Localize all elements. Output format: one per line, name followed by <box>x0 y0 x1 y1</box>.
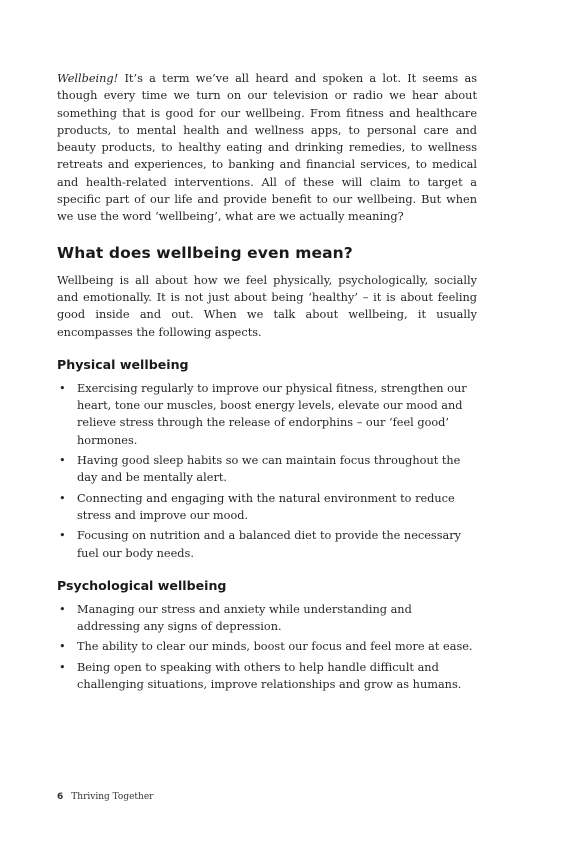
list-item: • Connecting and engaging with the natural environment to reduce stress and improve our mood. <box>59 491 455 522</box>
page-number: 6 <box>57 792 64 802</box>
list-item: • Having good sleep habits so we can maintain focus throughout the day and be mentally alert. <box>59 454 461 485</box>
bullet-icon: • <box>59 640 66 654</box>
section-paragraph: Wellbeing is all about how we feel physically, psychologically, socially and emotionally. It is not just about being ‘healthy’ – it is about feeling good inside and out. When we talk about wellbeing, it usually encompasses the following aspects. <box>57 273 477 339</box>
bullet-icon: • <box>59 491 66 505</box>
section-heading: What does wellbeing even mean? <box>57 243 353 262</box>
list-item: • Managing our stress and anxiety while understanding and addressing any signs of depression. <box>59 602 412 634</box>
intro-paragraph <box>57 70 477 226</box>
book-title: Thriving Together <box>71 792 154 802</box>
bullet-icon: • <box>59 381 66 395</box>
list-item: • Focusing on nutrition and a balanced diet to provide the necessary fuel our body needs. <box>59 529 462 560</box>
list-item: • The ability to clear our minds, boost our focus and feel more at ease. <box>57 638 477 655</box>
psychological-list <box>57 601 477 693</box>
intro-lead: Wellbeing! <box>57 72 119 85</box>
physical-heading: Physical wellbeing <box>57 356 189 372</box>
psychological-heading: Psychological wellbeing <box>57 577 227 593</box>
bullet-icon: • <box>59 454 66 468</box>
page-footer <box>57 792 153 802</box>
list-item: • Being open to speaking with others to help handle difficult and challenging situations, improve relationships and grow as humans. <box>59 660 462 692</box>
physical-list <box>57 380 477 562</box>
intro-text: It’s a term we’ve all heard and spoken a lot. It seems as though every time we turn on our television or radio we hear about something that is good for our wellbeing. From fitness and healthcare products, to mental health and wellness apps, to personal care and beauty products, to healthy eating and drinking remedies, to wellness retreats and experiences, to banking and financial services, to medical and health-related interventions. All of these will claim to target a specific part of our life and provide benefit to our wellbeing. But when we use the word ‘wellbeing’, what are we actually meaning? <box>57 72 477 224</box>
page-content <box>57 70 477 696</box>
bullet-icon: • <box>59 602 66 616</box>
list-item: • Exercising regularly to improve our physical fitness, strengthen our heart, tone our muscles, boost energy levels, elevate our mood and relieve stress through the release of endorphins – our ‘feel good’ hormones. <box>59 381 467 447</box>
bullet-icon: • <box>59 529 66 543</box>
bullet-icon: • <box>59 660 66 674</box>
